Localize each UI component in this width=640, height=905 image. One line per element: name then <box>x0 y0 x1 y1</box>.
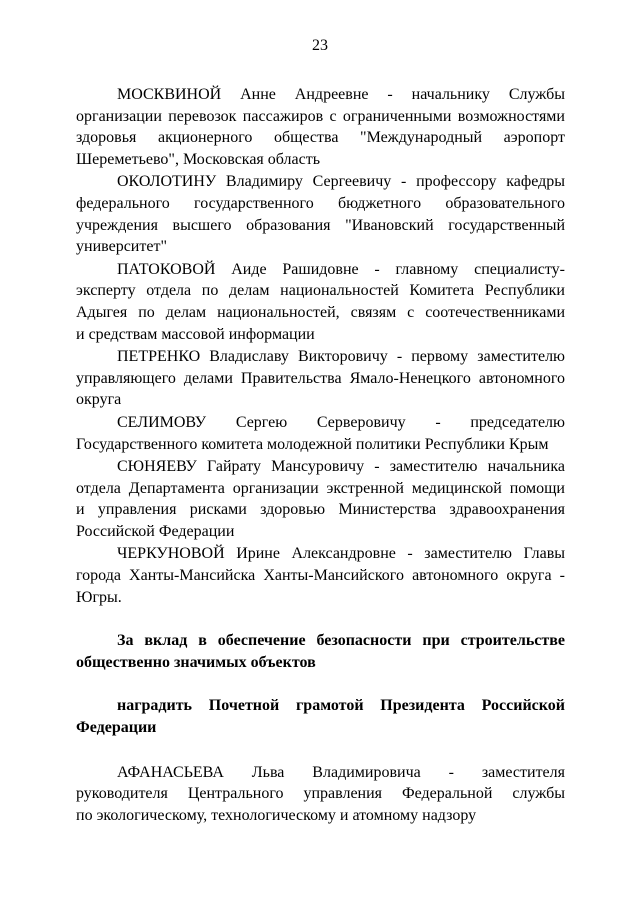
entry-line: СЮНЯЕВУ Гайрату Мансуровичу - заместителю начальника <box>117 458 565 476</box>
award-recipient-entry <box>76 171 565 257</box>
section-heading <box>76 630 565 673</box>
entry-line: Государственного комитета молодежной политики Республики Крым <box>76 435 549 453</box>
entry-line: округа <box>76 391 122 409</box>
award-statement <box>76 695 565 738</box>
entry-line: управляющего делами Правительства Ямало-Ненецкого автономного <box>76 369 565 387</box>
entry-line: здоровья акционерного общества "Международный аэропорт <box>76 129 565 147</box>
section-heading-line: общественно значимых объектов <box>76 653 316 671</box>
award-recipient-entry <box>76 412 565 455</box>
entry-line: Адыгея по делам национальностей, связям с соотечественниками <box>76 303 565 321</box>
entry-line: организации перевозок пассажиров с ограниченными возможностями <box>76 107 565 125</box>
entry-line: федерального государственного бюджетного образовательного <box>76 194 565 212</box>
award-recipient-entry <box>76 259 565 345</box>
entry-line: города Ханты-Мансийска Ханты-Мансийского автономного округа - <box>76 567 565 585</box>
entry-line: университет" <box>76 238 167 256</box>
entry-line: СЕЛИМОВУ Сергею Серверовичу - председателю <box>117 413 565 431</box>
entry-line: ЧЕРКУНОВОЙ Ирине Александровне - заместителю Главы <box>117 545 565 563</box>
award-recipient-entry <box>76 456 565 542</box>
entry-line: ПЕТРЕНКО Владиславу Викторовичу - первому заместителю <box>117 348 565 366</box>
entry-line: ПАТОКОВОЙ Аиде Рашидовне - главному специалисту- <box>117 260 565 278</box>
entry-line: и управления рисками здоровью Министерства здравоохранения <box>76 501 565 519</box>
page-number: 23 <box>312 37 328 54</box>
section-heading-line: За вклад в обеспечение безопасности при строительстве <box>117 632 565 650</box>
entry-line: отдела Департамента организации экстренной медицинской помощи <box>76 479 565 497</box>
entry-line: эксперту отдела по делам национальностей Комитета Республики <box>76 282 565 300</box>
award-recipient-entry <box>76 762 565 827</box>
entry-line: Российской Федерации <box>76 522 235 540</box>
entry-line: Шереметьево", Московская область <box>76 150 320 168</box>
entry-line: руководителя Центрального управления Федеральной службы <box>76 785 565 803</box>
entry-line: Югры. <box>76 588 122 606</box>
entry-line: и средствам массовой информации <box>76 325 315 343</box>
award-recipient-entry <box>76 346 565 411</box>
entry-line: по экологическому, технологическому и атомному надзору <box>76 806 477 824</box>
document-body <box>76 84 565 827</box>
entry-line: ОКОЛОТИНУ Владимиру Сергеевичу - профессору кафедры <box>117 173 565 191</box>
award-recipient-entry <box>76 543 565 608</box>
award-recipient-entry <box>76 84 565 170</box>
award-statement-line: Федерации <box>76 719 157 737</box>
entry-line: МОСКВИНОЙ Анне Андреевне - начальнику Службы <box>117 86 565 103</box>
entry-line: АФАНАСЬЕВА Льва Владимировича - заместителя <box>117 763 565 781</box>
award-statement-line: наградить Почетной грамотой Президента Российской <box>117 697 565 715</box>
entry-line: учреждения высшего образования "Ивановский государственный <box>76 216 565 234</box>
